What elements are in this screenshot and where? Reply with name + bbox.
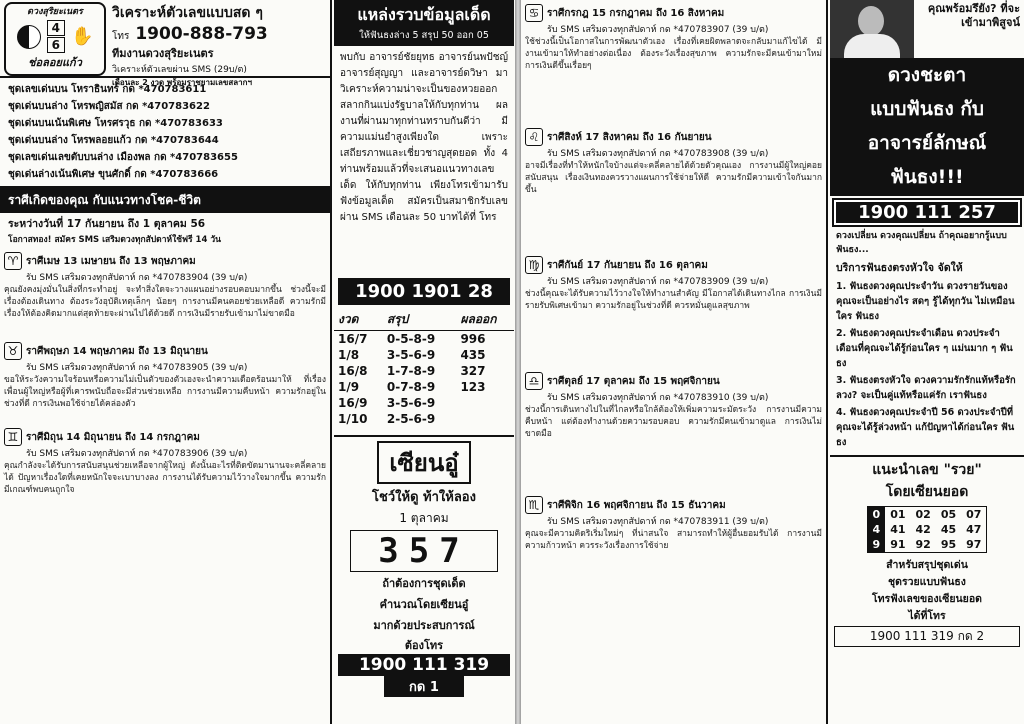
xian-line1: ถ้าต้องการชุดเด็ด	[382, 577, 466, 590]
deal-subheader: ให้ฟันธงล่าง 5 สรุป 50 ออก 05	[334, 28, 514, 46]
sms-set-item[interactable]: ชุดเลขเด่นเลขตับบนล่าง เมืองพล กด *470783655	[8, 152, 238, 163]
sms-set-item[interactable]: ชุดเด่นบนเน้นพิเศษ โหรศรวุธ กด *470783633	[8, 118, 223, 129]
zodiac-title: ราศีพิจิก 16 พฤศจิกายน ถึง 15 ธันวาคม	[547, 499, 726, 511]
palm-hand-icon: ✋	[70, 26, 94, 47]
lucky-sub: โดยเซียนยอด	[885, 484, 969, 500]
lucky-box	[830, 455, 1024, 647]
zodiac-title: ราศีตุลย์ 17 ตุลาคม ถึง 15 พฤศจิกายน	[547, 375, 720, 387]
zodiac-leo	[525, 128, 822, 196]
deal-phone[interactable]: 1900 1901 28	[338, 278, 510, 305]
table-row: 1/8 3-5-6-9 435	[338, 348, 486, 362]
table-row: 1/10 2-5-6-9	[338, 412, 436, 426]
ad-column	[830, 0, 1024, 724]
zodiac-title: ราศีพฤษภ 14 พฤษภาคม ถึง 13 มิถุนายน	[26, 345, 208, 357]
deal-text: พบกับ อาจารย์ชัยยุทธ อาจารย์นพปัชญ์ อาจารย์สุญญา และอาจารย์ดวิษา มาวิเคราะห์ความน่าจะเป็นของหวยออกสลากกินแบ่งรัฐบาลให้กับทุกท่าน ผลงานที่ผ่านมาทุกท่านทราบกันดีว่า มีความแม่นยำสูงเพียงใด เพราะเสถียรภาพและเชี่ยวชาญสุดยอด ทั้ง 4 ท่านพร้อมแล้วที่จะเสนอแนวทางเลขเด็ด ให้กับทุกท่าน เพียงโทรเข้ามารับฟังข้อมูลเด็ด สมัครเป็นสมาชิกรับเลขผ่าน SMS เดือนละ 50 บาทได้ที่ โทร	[340, 52, 508, 223]
zodiac-gemini	[4, 428, 326, 496]
logo-bottom-text: ช่อลอยแก้ว	[28, 56, 82, 69]
xian-press: กด 1	[384, 676, 464, 697]
table-row: 16/8 1-7-8-9 327	[338, 364, 486, 378]
ad-title-2: แบบฟันธง กับ	[830, 92, 1024, 126]
table-row: 0 01 02 05 07	[867, 507, 987, 523]
yin-yang-icon	[17, 25, 41, 49]
table-row: 4 41 42 45 47	[867, 522, 987, 537]
ad-service-head: บริการฟันธงตรงหัวใจ จัดให้	[836, 262, 963, 274]
zodiac-libra	[525, 372, 822, 440]
zodiac-aries	[4, 252, 326, 320]
promo-phone[interactable]: 1900-888-793	[135, 24, 268, 44]
horoscope-period: ระหว่างวันที่ 17 กันยายน ถึง 1 ตุลาคม 56	[8, 218, 206, 230]
astrologer-photo	[830, 0, 914, 58]
ad-title-1: ดวงชะตา	[830, 58, 1024, 92]
results-header-summary: สรุป	[383, 309, 457, 331]
results-header-result: ผลออก	[456, 309, 514, 331]
xian-call: ต้องโทร	[404, 639, 444, 652]
xian-title: เซียนอู๋	[377, 441, 470, 484]
scorpio-icon: ♏	[525, 496, 543, 514]
ad-title-3: อาจารย์ลักษณ์	[830, 126, 1024, 160]
ad-service-item: 3. ฟันธงตรงหัวใจ ดวงความรักรักแท้หรือรักลวง? จะเป็นคู่แท้หรือแค่รัก เราฟันธง	[836, 375, 1016, 401]
middle-column	[334, 0, 514, 724]
zodiac-body: ช่วงนี้คุณจะได้รับความไว้วางใจให้ทำงานสำคัญ มีโอกาสได้เดินทางไกล การเงินมีรายรับพิเศษเข้ามา ความรักอยู่ในช่วงที่ดี ควรหมั่นดูแลสุขภาพ	[525, 289, 822, 311]
promo-subtitle: ทีมงานดวงสุริยะเนตร	[112, 47, 214, 60]
xian-box	[334, 435, 514, 697]
horoscope-note: โอกาสทอง! สมัคร SMS เสริมดวงทุกสัปดาห์ใช้ฟรี 14 วัน	[8, 235, 221, 245]
zodiac-sms: รับ SMS เสริมดวงทุกสัปดาห์ กด *470783906 (39 บ/ต)	[26, 449, 248, 459]
results-header-period: งวด	[334, 309, 383, 331]
promo-header	[0, 0, 330, 87]
table-row: 9 91 92 95 97	[867, 537, 987, 553]
zodiac-title: ราศีกันย์ 17 กันยายน ถึง 16 ตุลาคม	[547, 259, 708, 271]
zodiac-title: ราศีมิถุน 14 มิถุนายน ถึง 14 กรกฎาคม	[26, 431, 200, 443]
promo-line2: เดือนละ 2 งวด พร้อมราชยามเลขสลากฯ	[112, 78, 252, 87]
zodiac-body: คุณกำลังจะได้รับการสนับสนุนช่วยเหลือจากผู้ใหญ่ ดังนั้นอะไรที่ติดขัดมานานจะคลี่คลายได้ ปัญหาเรื่องใดที่เคยหนักใจจะเบาบางลง การงานได้รับความไว้วางใจมากขึ้น ความรักมีเกณฑ์พบคนถูกใจ	[4, 461, 326, 495]
zodiac-sms: รับ SMS เสริมดวงทุกสัปดาห์ กด *470783908 (39 บ/ต)	[547, 149, 769, 159]
horoscope-column	[521, 0, 828, 724]
sms-set-list	[0, 78, 330, 188]
ad-title-4: ฟันธง!!!	[830, 160, 1024, 196]
phone-prefix: โทร	[112, 31, 130, 42]
horoscope-banner: ราศีเกิดของคุณ กับแนวทางโชค-ชีวิต	[0, 188, 330, 213]
gemini-icon: ♊	[4, 428, 22, 446]
xian-line3: มากด้วยประสบการณ์	[373, 619, 475, 632]
ad-service-item: 2. ฟันธงดวงคุณประจำเดือน ดวงประจำเดือนที่คุณจะได้รู้ก่อนใคร ๆ แม่นมาก ๆ ฟันธง	[836, 328, 1013, 369]
ad-tagline: ดวงเปลี่ยน ดวงคุณเปลี่ยน ถ้าคุณอยากรู้แบบ ฟันธง...	[836, 231, 1007, 255]
deal-header: แหล่งรวบข้อมูลเด็ด	[334, 0, 514, 28]
sms-set-item[interactable]: ชุดเด่นบนล่าง โหรพลอยแก้ว กด *470783644	[8, 135, 219, 146]
table-row: 16/9 3-5-6-9	[338, 396, 436, 410]
zodiac-sms: รับ SMS เสริมดวงทุกสัปดาห์ กด *470783904 (39 บ/ต)	[26, 273, 248, 283]
aries-icon: ♈	[4, 252, 22, 270]
table-row: 1/9 0-7-8-9 123	[338, 380, 486, 394]
lucky-table	[867, 506, 988, 553]
xian-number: 357	[350, 530, 498, 572]
results-table	[334, 309, 514, 427]
logo-number-top: 4	[47, 20, 65, 36]
zodiac-scorpio	[525, 496, 822, 552]
lucky-phone[interactable]: 1900 111 319 กด 2	[834, 626, 1020, 647]
zodiac-body: คุณจะมีความคิดริเริ่มใหม่ๆ ที่น่าสนใจ สามารถทำให้ผู้อื่นยอมรับได้ การงานมีความก้าวหน้า ควรระวังเรื่องการใช้จ่าย	[525, 529, 822, 551]
ad-question: คุณพร้อมรึยัง? ที่จะเข้ามาพิสูจน์	[927, 2, 1020, 29]
lucky-footer-4: ได้ที่โทร	[908, 610, 946, 622]
promo-line1: วิเคราะห์ตัวเลขผ่าน SMS (29บ/ต)	[112, 65, 247, 75]
cancer-icon: ♋	[525, 4, 543, 22]
zodiac-title: ราศีเมษ 13 เมษายน ถึง 13 พฤษภาคม	[26, 255, 196, 267]
table-row: 16/7 0-5-8-9 996	[338, 332, 486, 346]
taurus-icon: ♉	[4, 342, 22, 360]
zodiac-body: คุณยังคงมุ่งมั่นในสิ่งที่กระทำอยู่ จะทำสิ่งใดจะวางแผนอย่างรอบคอบมากขึ้น ช่วงนี้จะมีเรื่องต้องเดินทาง ต้องระวังอุบัติเหตุเล็กๆ น้อยๆ การงานมีคนคอยช่วยเหลือดี ความรักมีเรื่องให้ต้องคิดมากแต่สุดท้ายจะผ่านไปได้ด้วยดี การเงินมีรายรับเข้ามาไม่ขาดมือ	[4, 285, 326, 319]
logo	[4, 2, 106, 76]
ad-phone[interactable]: 1900 111 257	[834, 200, 1020, 225]
lucky-head: แนะนำเลข "รวย"	[872, 462, 982, 478]
sms-set-item[interactable]: ชุดเด่นบนล่าง โหรพญิสมัส กด *470783622	[8, 101, 210, 112]
zodiac-sms: รับ SMS เสริมดวงทุกสัปดาห์ กด *470783911 (39 บ/ต)	[547, 517, 769, 527]
libra-icon: ♎	[525, 372, 543, 390]
zodiac-body: ขอให้ระวังความใจร้อนหรือความไม่เป็นตัวของตัวเองจะนำความเดือดร้อนมาให้ ที่เรื่องเพื่อนผู้ใหญ่หรือผู้ที่เคารพนับถือจะมีส่วนช่วยเหลือ การงานมีความคืบหน้า ความรักอยู่ในช่วงที่ดี การเงินพอใช้จ่ายได้คล่องตัว	[4, 375, 326, 409]
ad-service-item: 4. ฟันธงดวงคุณประจำปี 56 ดวงประจำปีที่คุณจะได้รู้ล่วงหน้า แก้ปัญหาได้ก่อนใคร ฟันธง	[836, 407, 1015, 448]
virgo-icon: ♍	[525, 256, 543, 274]
zodiac-title: ราศีสิงห์ 17 สิงหาคม ถึง 16 กันยายน	[547, 131, 712, 143]
zodiac-virgo	[525, 256, 822, 312]
logo-number-bottom: 6	[47, 37, 65, 53]
zodiac-body: อาจมีเรื่องที่ทำให้หนักใจบ้างแต่จะคลี่คลายได้ด้วยตัวคุณเอง การงานมีผู้ใหญ่คอยสนับสนุน เรื่องเงินทองควรวางแผนการใช้จ่ายให้ดี ความรักมีความเข้าใจกันมากขึ้น	[525, 161, 822, 195]
zodiac-body: ช่วงนี้การเดินทางไปในที่ไกลหรือใกล้ต้องให้เพิ่มความระมัดระวัง การงานมีความคืบหน้า แต่ต้องทำงานด้วยความรอบคอบ ความรักมีคนเข้ามาดูแล การเงินไม่ขาดมือ	[525, 405, 822, 439]
sms-set-item[interactable]: ชุดเด่นล่างเน้นพิเศษ ขุนศักดิ์ กด *470783666	[8, 169, 219, 180]
lucky-footer-2: ชุดรวยแบบฟันธง	[888, 576, 966, 588]
promo-title: วิเคราะห์ตัวเลขแบบสด ๆ	[112, 5, 263, 21]
zodiac-title: ราศีกรกฎ 15 กรกฎาคม ถึง 16 สิงหาคม	[547, 7, 725, 19]
xian-subtitle: โชว์ให้ดู ท้าให้ลอง	[372, 490, 476, 505]
zodiac-cancer	[525, 4, 822, 72]
zodiac-sms: รับ SMS เสริมดวงทุกสัปดาห์ กด *470783909 (39 บ/ต)	[547, 277, 769, 287]
lucky-footer-3: โทรฟังเลขของเซียนยอด	[872, 593, 982, 605]
zodiac-sms: รับ SMS เสริมดวงทุกสัปดาห์ กด *470783905 (39 บ/ต)	[26, 363, 248, 373]
zodiac-body: ใช้ช่วงนี้เป็นโอกาสในการพัฒนาตัวเอง เรื่องที่เคยผิดพลาดจะกลับมาแก้ไขได้ มีงานเข้ามาให้ทำอย่างต่อเนื่อง ต้องระวังเรื่องสุขภาพ ความรักจะมีคนเข้ามาใหม่ การเงินดีขึ้นเรื่อยๆ	[525, 37, 822, 71]
leo-icon: ♌	[525, 128, 543, 146]
sms-set-item[interactable]: ชุดเลขเด่นบน โหราธินทร์ กด *470783611	[8, 84, 207, 95]
xian-phone[interactable]: 1900 111 319	[338, 654, 510, 676]
left-column	[0, 0, 332, 724]
ad-service-item: 1. ฟันธงดวงคุณประจำวัน ดวงรายวันของคุณจะเป็นอย่างไร สดๆ รู้ได้ทุกวัน ไม่เหมือนใคร ฟันธง	[836, 281, 1015, 322]
zodiac-taurus	[4, 342, 326, 410]
logo-top-text: ดวงสุริยะเนตร	[27, 7, 83, 17]
xian-date: 1 ตุลาคม	[399, 511, 449, 525]
right-page	[521, 0, 1024, 724]
xian-line2: คำนวณโดยเซียนอู๋	[379, 598, 469, 611]
zodiac-sms: รับ SMS เสริมดวงทุกสัปดาห์ กด *470783910 (39 บ/ต)	[547, 393, 769, 403]
zodiac-sms: รับ SMS เสริมดวงทุกสัปดาห์ กด *470783907 (39 บ/ต)	[547, 25, 769, 35]
lucky-footer-1: สำหรับสรุปชุดเด่น	[886, 559, 968, 571]
